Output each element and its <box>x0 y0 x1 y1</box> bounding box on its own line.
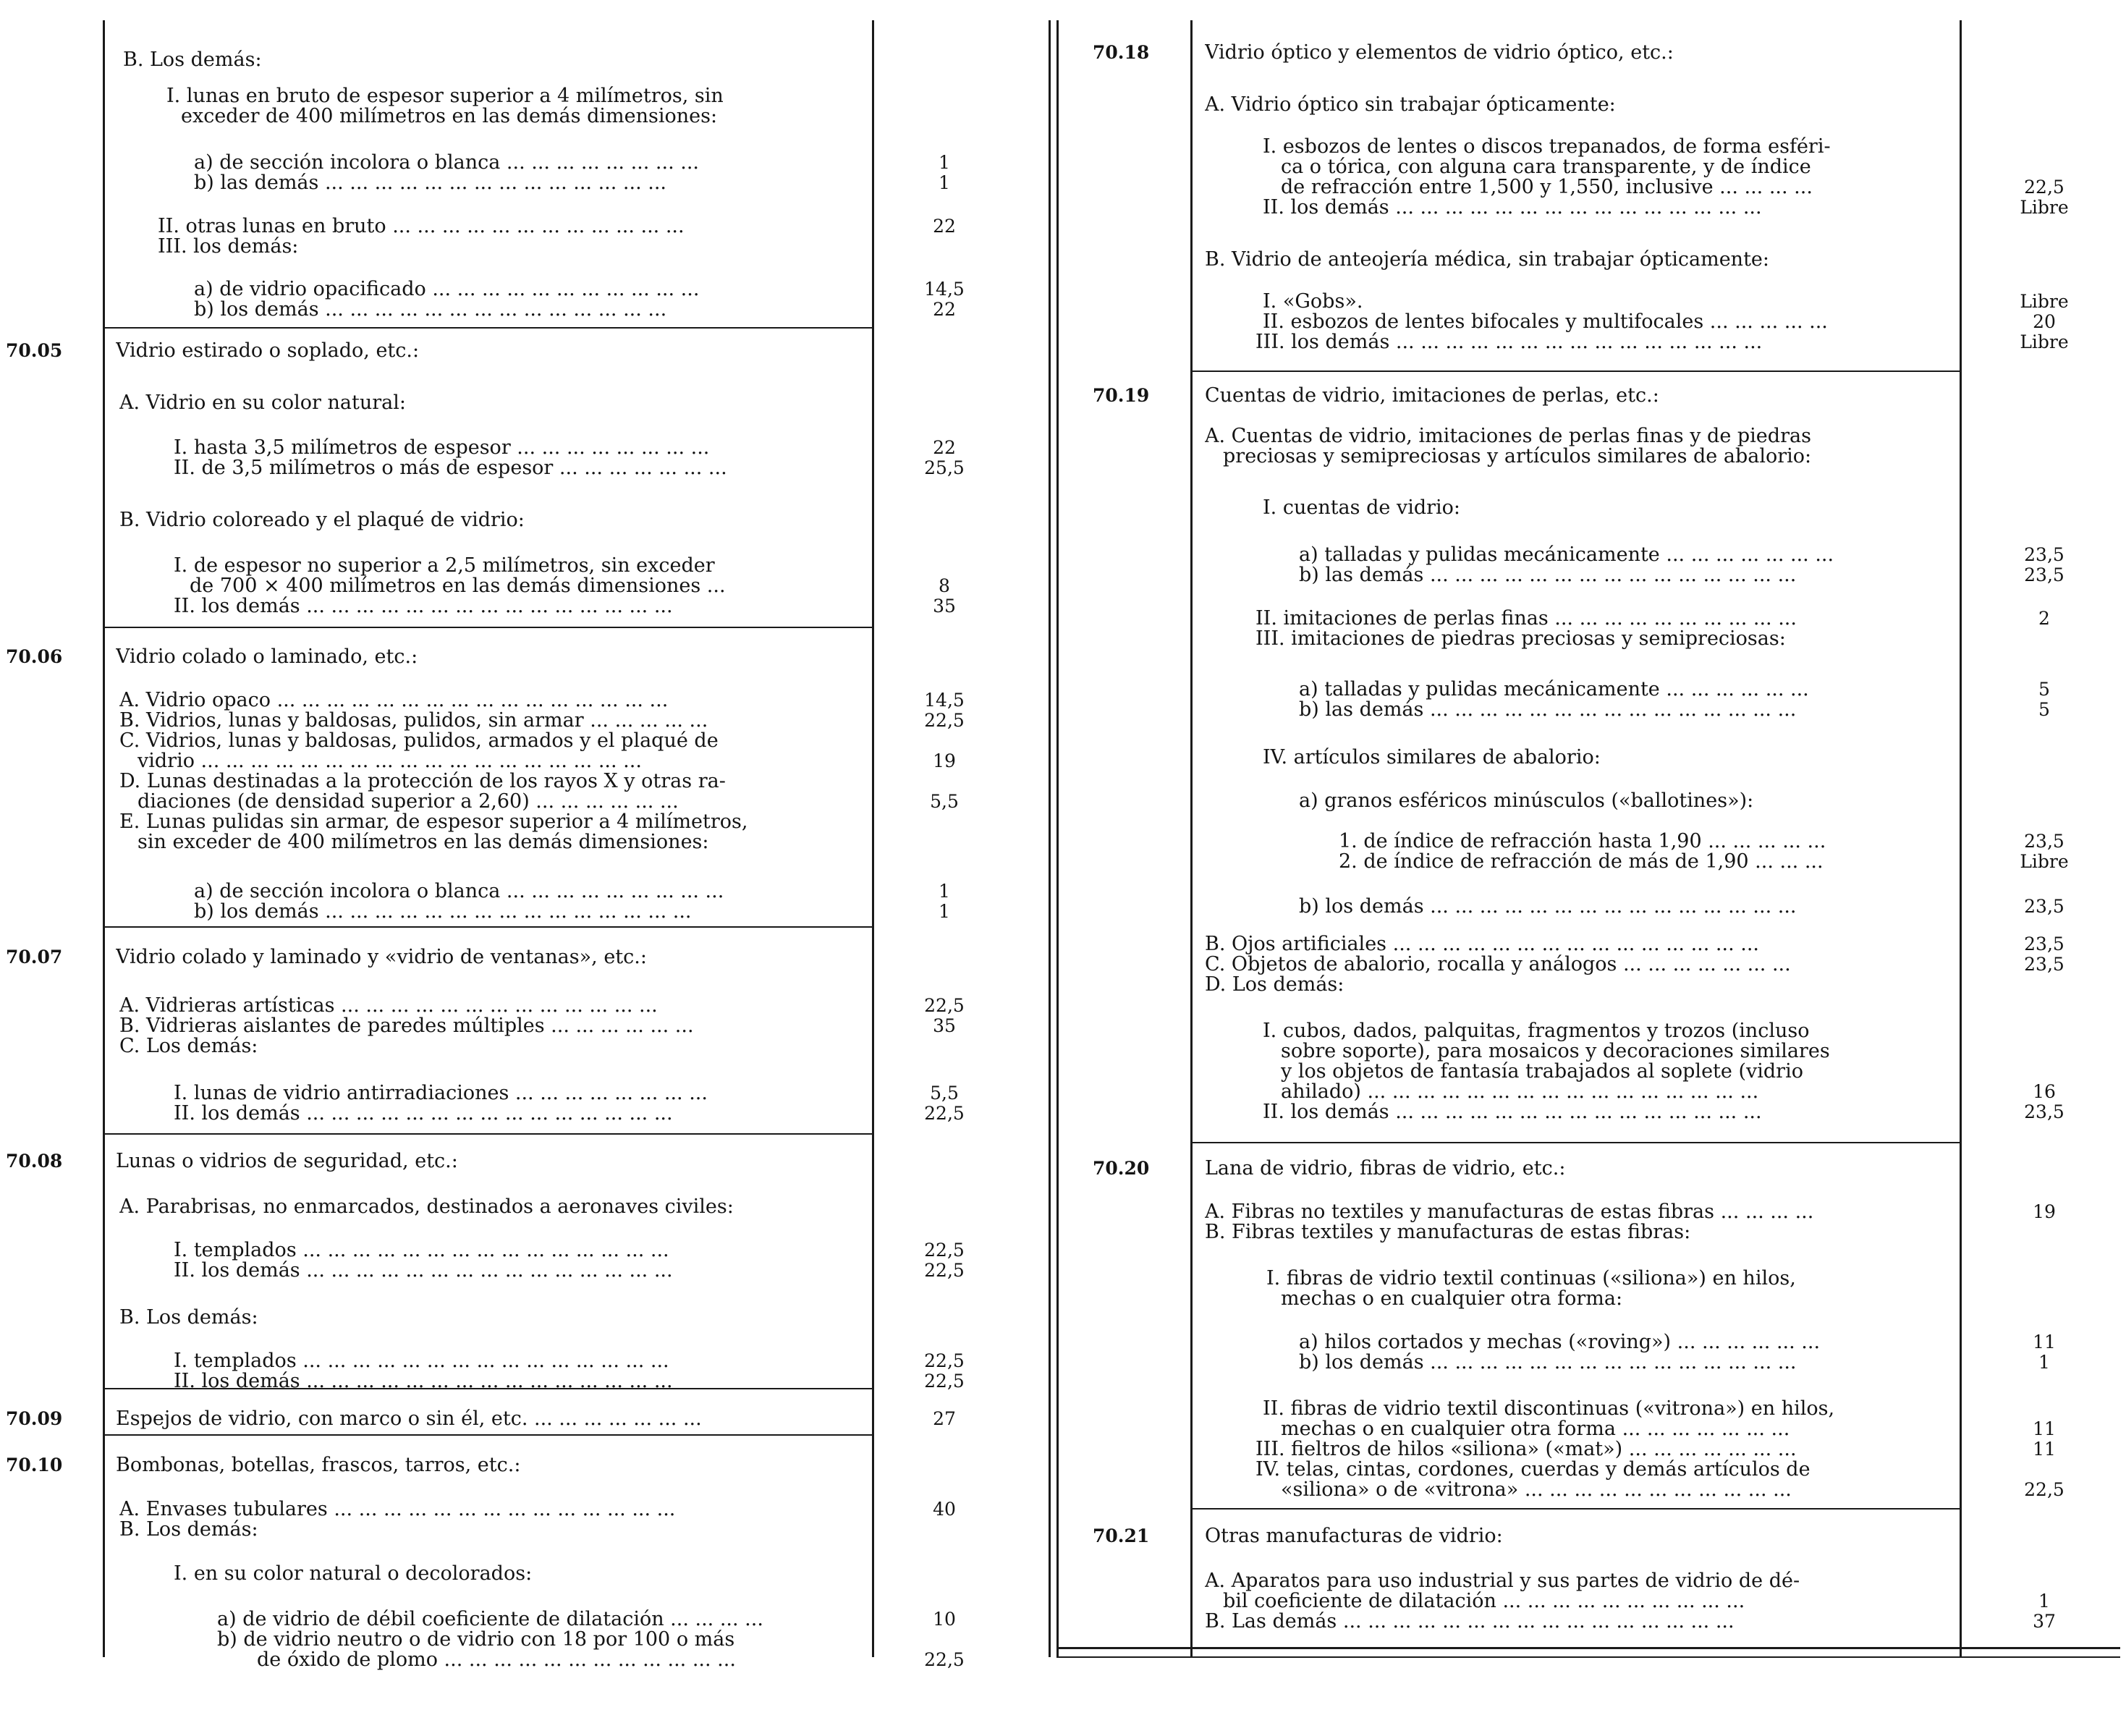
item-description: a) de vidrio de débil coeficiente de dilatación ... ... ... ... <box>217 1609 763 1630</box>
item-description: B. Vidrio coloreado y el plaqué de vidrio: <box>119 509 525 531</box>
item-description: A. Envases tubulares ... ... ... ... ... ... ... ... ... ... ... ... ... ... <box>119 1499 676 1520</box>
heading-description: Espejos de vidrio, con marco o sin él, etc. ... ... ... ... ... ... ... <box>116 1408 702 1430</box>
left-code-divider <box>103 20 105 1657</box>
duty-rate: 22,5 <box>924 1260 965 1281</box>
item-description: B. Los demás: <box>123 49 262 71</box>
duty-rate: 22,5 <box>924 1371 965 1392</box>
item-description: II. los demás ... ... ... ... ... ... ... ... ... ... ... ... ... ... ... <box>1263 197 1762 219</box>
duty-rate: 23,5 <box>2024 544 2064 565</box>
duty-rate: 14,5 <box>924 690 965 711</box>
item-description: b) los demás ... ... ... ... ... ... ... ... ... ... ... ... ... ... ... <box>1299 896 1797 918</box>
item-description: C. Los demás: <box>119 1036 258 1057</box>
item-description: II. esbozos de lentes bifocales y multifocales ... ... ... ... ... <box>1263 311 1828 333</box>
item-description: I. en su color natural o decolorados: <box>174 1563 533 1585</box>
duty-rate: 37 <box>2033 1611 2056 1632</box>
item-description: de óxido de plomo ... ... ... ... ... ... ... ... ... ... ... ... <box>257 1649 736 1671</box>
item-description: 2. de índice de refracción de más de 1,90 ... ... ... <box>1339 851 1824 873</box>
duty-rate: 35 <box>933 1015 956 1036</box>
item-description: «siliona» o de «vitrona» ... ... ... ... ... ... ... ... ... ... ... <box>1281 1479 1792 1501</box>
duty-rate: 14,5 <box>924 279 965 300</box>
item-description: B. Vidrieras aislantes de paredes múltiples ... ... ... ... ... ... <box>119 1015 694 1037</box>
item-description: IV. telas, cintas, cordones, cuerdas y demás artículos de <box>1255 1459 1811 1481</box>
right-duty-divider <box>1960 20 1962 1657</box>
item-description: ahilado) ... ... ... ... ... ... ... ... ... ... ... ... ... ... ... ... <box>1281 1081 1759 1103</box>
item-description: vidrio ... ... ... ... ... ... ... ... ... ... ... ... ... ... ... ... ... ... <box>137 750 642 772</box>
duty-rate: 23,5 <box>2024 564 2064 585</box>
heading-code: 70.21 <box>1093 1525 1150 1546</box>
duty-rate: 5 <box>2038 679 2050 700</box>
heading-code: 70.07 <box>6 947 63 967</box>
item-description: III. los demás: <box>158 236 299 258</box>
item-description: B. Las demás ... ... ... ... ... ... ... ... ... ... ... ... ... ... ... ... <box>1205 1611 1735 1633</box>
duty-rate: 2 <box>2038 608 2050 629</box>
item-description: sin exceder de 400 milímetros en las demás dimensiones: <box>137 831 709 853</box>
left-duty-divider <box>872 20 874 1657</box>
rule-70-08 <box>103 1133 874 1135</box>
heading-code: 70.09 <box>6 1408 63 1429</box>
duty-rate: 23,5 <box>2024 831 2064 852</box>
item-description: II. los demás ... ... ... ... ... ... ... ... ... ... ... ... ... ... ... <box>174 1260 673 1282</box>
duty-rate: 16 <box>2033 1081 2056 1102</box>
item-description: 1. de índice de refracción hasta 1,90 ... ... ... ... ... <box>1339 831 1826 852</box>
item-description: B. Ojos artificiales ... ... ... ... ... ... ... ... ... ... ... ... ... ... ... <box>1205 933 1759 955</box>
item-description: b) las demás ... ... ... ... ... ... ... ... ... ... ... ... ... ... <box>194 172 667 194</box>
item-description: b) los demás ... ... ... ... ... ... ... ... ... ... ... ... ... ... <box>194 299 667 321</box>
duty-rate: 1 <box>939 901 950 922</box>
heading-description: Cuentas de vidrio, imitaciones de perlas, etc.: <box>1205 385 1659 407</box>
heading-description: Vidrio estirado o soplado, etc.: <box>116 340 420 362</box>
item-description: A. Vidrio óptico sin trabajar ópticamente: <box>1205 94 1616 116</box>
heading-description: Otras manufacturas de vidrio: <box>1205 1525 1503 1547</box>
item-description: sobre soporte), para mosaicos y decoraciones similares <box>1281 1041 1830 1062</box>
duty-rate: 22 <box>933 216 956 237</box>
duty-rate: 5,5 <box>930 1083 959 1104</box>
item-description: A. Vidrio opaco ... ... ... ... ... ... ... ... ... ... ... ... ... ... ... ... <box>119 690 669 711</box>
item-description: a) hilos cortados y mechas («roving») ... ... ... ... ... ... <box>1299 1331 1821 1353</box>
item-description: I. cuentas de vidrio: <box>1263 497 1461 519</box>
item-description: I. hasta 3,5 milímetros de espesor ... ... ... ... ... ... ... ... <box>174 437 710 459</box>
duty-rate: 10 <box>933 1609 956 1630</box>
duty-rate: 20 <box>2033 311 2056 332</box>
item-description: de 700 × 400 milímetros en las demás dimensiones ... <box>190 575 726 597</box>
item-description: I. cubos, dados, palquitas, fragmentos y trozos (incluso <box>1263 1020 1810 1042</box>
item-description: b) las demás ... ... ... ... ... ... ... ... ... ... ... ... ... ... ... <box>1299 699 1797 721</box>
duty-rate: 5,5 <box>930 791 959 812</box>
heading-description: Vidrio colado o laminado, etc.: <box>116 646 418 668</box>
item-description: mechas o en cualquier otra forma ... ... ... ... ... ... ... <box>1281 1418 1790 1440</box>
heading-code: 70.20 <box>1093 1158 1150 1179</box>
item-description: I. «Gobs». <box>1263 291 1363 313</box>
item-description: B. Los demás: <box>119 1307 258 1329</box>
bottom-double-rule-2 <box>1056 1656 2120 1658</box>
item-description: a) talladas y pulidas mecánicamente ... ... ... ... ... ... <box>1299 679 1809 700</box>
item-description: I. esbozos de lentes o discos trepanados, de forma esféri- <box>1263 136 1831 158</box>
duty-rate: 22 <box>933 437 956 458</box>
item-description: B. Los demás: <box>119 1519 258 1541</box>
item-description: B. Vidrio de anteojería médica, sin trabajar ópticamente: <box>1205 249 1769 271</box>
duty-rate: 23,5 <box>2024 1101 2064 1122</box>
item-description: B. Fibras textiles y manufacturas de estas fibras: <box>1205 1221 1691 1243</box>
item-description: II. fibras de vidrio textil discontinuas («vitrona») en hilos, <box>1263 1398 1835 1420</box>
duty-rate: 11 <box>2033 1439 2056 1460</box>
duty-rate: 22,5 <box>2024 177 2064 198</box>
item-description: III. fieltros de hilos «siliona» («mat») ... ... ... ... ... ... ... <box>1255 1439 1797 1460</box>
heading-code: 70.10 <box>6 1455 63 1475</box>
duty-rate: 22,5 <box>924 1103 965 1124</box>
duty-rate: 23,5 <box>2024 933 2064 954</box>
heading-description: Vidrio óptico y elementos de vidrio óptico, etc.: <box>1205 42 1674 64</box>
item-description: B. Vidrios, lunas y baldosas, pulidos, sin armar ... ... ... ... ... <box>119 710 708 732</box>
duty-rate: 22,5 <box>924 1649 965 1670</box>
item-description: II. los demás ... ... ... ... ... ... ... ... ... ... ... ... ... ... ... <box>174 1103 673 1125</box>
duty-rate: 8 <box>939 575 950 596</box>
item-description: bil coeficiente de dilatación ... ... ... ... ... ... ... ... ... ... <box>1223 1591 1745 1612</box>
item-description: mechas o en cualquier otra forma: <box>1281 1288 1623 1310</box>
item-description: A. Cuentas de vidrio, imitaciones de perlas finas y de piedras <box>1205 425 1811 447</box>
item-description: I. lunas en bruto de espesor superior a 4 milímetros, sin <box>166 85 724 107</box>
duty-rate: 5 <box>2038 699 2050 720</box>
item-description: b) de vidrio neutro o de vidrio con 18 por 100 o más <box>217 1629 735 1651</box>
item-description: A. Aparatos para uso industrial y sus partes de vidrio de dé- <box>1205 1570 1800 1592</box>
item-description: preciosas y semipreciosas y artículos similares de abalorio: <box>1223 446 1812 467</box>
rule-70-10 <box>103 1434 874 1436</box>
item-description: C. Objetos de abalorio, rocalla y análogos ... ... ... ... ... ... ... <box>1205 954 1791 975</box>
duty-rate: 22,5 <box>924 1350 965 1371</box>
item-description: A. Vidrio en su color natural: <box>119 392 406 414</box>
item-description: D. Los demás: <box>1205 974 1344 996</box>
item-description: III. imitaciones de piedras preciosas y semipreciosas: <box>1255 628 1786 650</box>
item-description: b) los demás ... ... ... ... ... ... ... ... ... ... ... ... ... ... ... <box>1299 1352 1797 1373</box>
duty-rate: 22,5 <box>924 1240 965 1261</box>
item-description: D. Lunas destinadas a la protección de los rayos X y otras ra- <box>119 771 726 792</box>
item-description: y los objetos de fantasía trabajados al soplete (vidrio <box>1281 1061 1803 1083</box>
center-double-rule-1 <box>1049 20 1051 1657</box>
item-description: I. de espesor no superior a 2,5 milímetros, sin exceder <box>174 555 715 577</box>
item-description: a) granos esféricos minúsculos («ballotines»): <box>1299 790 1754 812</box>
item-description: b) las demás ... ... ... ... ... ... ... ... ... ... ... ... ... ... ... <box>1299 564 1797 586</box>
duty-rate: 11 <box>2033 1418 2056 1439</box>
duty-rate: Libre <box>2020 291 2069 312</box>
duty-rate: 19 <box>2033 1201 2056 1222</box>
duty-rate: 1 <box>939 152 950 173</box>
item-description: a) de sección incolora o blanca ... ... ... ... ... ... ... ... ... <box>194 881 724 902</box>
heading-description: Lunas o vidrios de seguridad, etc.: <box>116 1151 458 1172</box>
center-double-rule-2 <box>1056 20 1059 1657</box>
duty-rate: 19 <box>933 750 956 771</box>
item-description: ca o tórica, con alguna cara transparente, y de índice <box>1281 156 1811 178</box>
duty-rate: 1 <box>2038 1591 2050 1612</box>
item-description: II. otras lunas en bruto ... ... ... ... ... ... ... ... ... ... ... ... <box>158 216 685 237</box>
item-description: II. imitaciones de perlas finas ... ... ... ... ... ... ... ... ... ... <box>1255 608 1797 630</box>
item-description: a) talladas y pulidas mecánicamente ... ... ... ... ... ... ... <box>1299 544 1834 566</box>
heading-code: 70.18 <box>1093 42 1150 63</box>
item-description: de refracción entre 1,500 y 1,550, inclusive ... ... ... ... <box>1281 177 1813 198</box>
heading-description: Bombonas, botellas, frascos, tarros, etc.: <box>116 1455 521 1476</box>
rule-70-05 <box>103 327 874 329</box>
duty-rate: 27 <box>933 1408 956 1429</box>
heading-code: 70.08 <box>6 1151 63 1172</box>
item-description: I. templados ... ... ... ... ... ... ... ... ... ... ... ... ... ... ... <box>174 1350 669 1372</box>
item-description: b) los demás ... ... ... ... ... ... ... ... ... ... ... ... ... ... ... <box>194 901 692 923</box>
heading-code: 70.05 <box>6 340 63 361</box>
heading-description: Lana de vidrio, fibras de vidrio, etc.: <box>1205 1158 1566 1180</box>
heading-code: 70.06 <box>6 646 63 667</box>
item-description: A. Vidrieras artísticas ... ... ... ... ... ... ... ... ... ... ... ... ... <box>119 995 658 1017</box>
item-description: diaciones (de densidad superior a 2,60) ... ... ... ... ... ... <box>137 791 679 813</box>
duty-rate: 22,5 <box>924 995 965 1016</box>
rule-70-06 <box>103 627 874 628</box>
item-description: A. Fibras no textiles y manufacturas de estas fibras ... ... ... ... <box>1205 1201 1814 1223</box>
duty-rate: 40 <box>933 1499 956 1520</box>
rule-70-21 <box>1190 1508 1962 1510</box>
item-description: a) de vidrio opacificado ... ... ... ... ... ... ... ... ... ... ... <box>194 279 700 300</box>
duty-rate: 11 <box>2033 1331 2056 1352</box>
duty-rate: Libre <box>2020 197 2069 218</box>
item-description: II. los demás ... ... ... ... ... ... ... ... ... ... ... ... ... ... ... <box>174 1371 673 1392</box>
item-description: II. los demás ... ... ... ... ... ... ... ... ... ... ... ... ... ... ... <box>1263 1101 1762 1123</box>
item-description: a) de sección incolora o blanca ... ... ... ... ... ... ... ... <box>194 152 699 174</box>
duty-rate: 25,5 <box>924 457 965 478</box>
duty-rate: 1 <box>939 881 950 902</box>
heading-code: 70.19 <box>1093 385 1150 406</box>
duty-rate: 23,5 <box>2024 896 2064 917</box>
duty-rate: 1 <box>2038 1352 2050 1373</box>
duty-rate: 23,5 <box>2024 954 2064 975</box>
item-description: II. de 3,5 milímetros o más de espesor ... ... ... ... ... ... ... <box>174 457 727 479</box>
item-description: IV. artículos similares de abalorio: <box>1263 747 1601 769</box>
item-description: II. los demás ... ... ... ... ... ... ... ... ... ... ... ... ... ... ... <box>174 596 673 617</box>
rule-70-19 <box>1190 371 1962 372</box>
duty-rate: 22 <box>933 299 956 320</box>
rule-70-20 <box>1190 1142 1962 1143</box>
right-code-divider <box>1190 20 1193 1657</box>
item-description: I. templados ... ... ... ... ... ... ... ... ... ... ... ... ... ... ... <box>174 1240 669 1261</box>
item-description: III. los demás ... ... ... ... ... ... ... ... ... ... ... ... ... ... ... <box>1255 331 1763 353</box>
duty-rate: Libre <box>2020 851 2069 872</box>
duty-rate: 22,5 <box>924 710 965 731</box>
duty-rate: Libre <box>2020 331 2069 352</box>
item-description: C. Vidrios, lunas y baldosas, pulidos, armados y el plaqué de <box>119 730 719 752</box>
duty-rate: 22,5 <box>2024 1479 2064 1500</box>
duty-rate: 1 <box>939 172 950 193</box>
item-description: A. Parabrisas, no enmarcados, destinados a aeronaves civiles: <box>119 1196 734 1218</box>
item-description: exceder de 400 milímetros en las demás dimensiones: <box>181 106 718 127</box>
heading-description: Vidrio colado y laminado y «vidrio de ventanas», etc.: <box>116 947 647 968</box>
bottom-double-rule-1 <box>1056 1647 2120 1649</box>
rule-70-07 <box>103 926 874 928</box>
item-description: I. fibras de vidrio textil continuas («silionа») en hilos, <box>1266 1268 1796 1290</box>
item-description: I. lunas de vidrio antirradiaciones ... ... ... ... ... ... ... ... <box>174 1083 708 1104</box>
item-description: E. Lunas pulidas sin armar, de espesor superior a 4 milímetros, <box>119 811 748 833</box>
duty-rate: 35 <box>933 596 956 617</box>
